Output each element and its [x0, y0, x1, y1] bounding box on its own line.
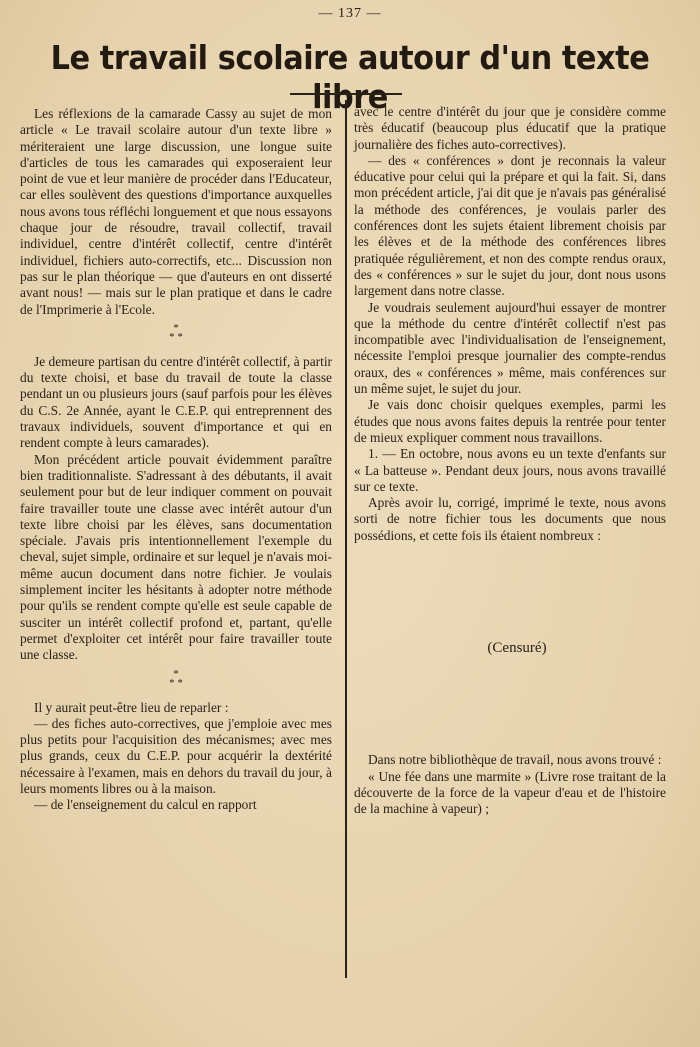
paragraph: Dans notre bibliothèque de travail, nous avons trouvé : [368, 752, 662, 768]
paragraph: — des « conférences » dont je reconnais la valeur éducative pour celui qui la prépare et qui la fait. Si, dans mon précédent article, j'ai dit que je n'avais pas généralisé la méthode des conférences, je voulais parler des conférences dont les sujets étaient librement choisis par les élèves et de la méthode des conférences libres pratiquée régulièrement, et non des compte rendus oraux, des « conférences » sur le sujet du jour, dont nous usons largement dans notre classe. [354, 152, 666, 299]
page-number: — 137 — [318, 6, 382, 21]
paragraph: 1. — En octobre, nous avons eu un texte d'enfants sur « La batteuse ». Pendant deux jours, nous avons travaillé sur ce texte. [354, 446, 666, 494]
paragraph: Je vais donc choisir quelques exemples, parmi les études que nous avons faites depuis la rentrée pour tenter de mieux expliquer comment nous travaillons. [354, 397, 666, 445]
paragraph: Mon précédent article pouvait évidemment paraître bien traditionnaliste. S'adressant à des débutants, il avait seulement pour but de leur indiquer comment on pouvait faire travailler toute une classe avec intérêt autour d'un texte libre choisi par les élèves, sans documentation spéciale. J'avais pris intentionnellement l'exemple du cheval, sujet simple, ordinaire et sur lequel je n'avais moi-même aucun document dans notre fichier. Je voulais simplement inciter les hésitants à adopter notre méthode pour qu'ils se rendent compte qu'elle est seule capable de susciter un intérêt collectif profond et, partant, qu'elle permet d'exploiter cet intérêt pour faire travailler toute une classe. [20, 451, 332, 663]
paragraph: Après avoir lu, corrigé, imprimé le texte, nous avons sorti de notre fichier tous les documents que nous possédions, et cette fois ils étaient nombreux : [354, 495, 666, 543]
section-separator-asterisks: * * * [169, 667, 183, 689]
paragraph: — des fiches auto-correctives, que j'emploie avec mes plus petits pour l'acquisition des mécanismes; avec mes plus grands, ceux du C.E.P. pour acquérir la dextérité nécessaire à l'examen, mais en dehors du travail du jour, à leurs moments libres ou à la maison. [20, 715, 332, 796]
censored-gap-bottom [354, 656, 666, 752]
censored-gap-top [354, 544, 666, 640]
paragraph: « Une fée dans une marmite » (Livre rose traitant de la découverte de la force de la vapeur d'eau et de l'histoire de la machine à vapeur) ; [354, 768, 666, 817]
censored-notice: (Censuré) [487, 640, 547, 657]
section-separator-asterisks: * * * [169, 321, 183, 343]
left-column [20, 106, 332, 814]
column-divider [345, 100, 347, 978]
right-column [354, 104, 666, 818]
paragraph: — de l'enseignement du calcul en rapport [34, 797, 257, 813]
paragraph: Je voudrais seulement aujourd'hui essayer de montrer que la méthode du centre d'intérêt collectif n'est pas incompatible avec l'individualisation de l'enseignement, nécessite l'emploi presque journalier des compte-rendus oraux, des « conférences » même, mais conférences sur un même sujet, le sujet du jour. [354, 299, 666, 397]
article-title: Le travail scolaire autour d'un texte libre [50, 38, 650, 116]
paragraph: avec le centre d'intérêt du jour que je considère comme très éducatif (beaucoup plus éducatif que la pratique journalière des fiches auto-correctives). [354, 104, 666, 152]
title-underline-rule [290, 93, 402, 95]
paragraph: Je demeure partisan du centre d'intérêt collectif, à partir du texte choisi, et base du travail de toute la classe pendant un ou plusieurs jours (sauf parfois pour les élèves du C.S. 2e Année, ayant le C.E.P. qui entreprennent des travaux individuels, souvent d'importance et qui en rendent compte à leurs camarades). [20, 353, 332, 451]
paragraph: Il y aurait peut-être lieu de reparler : [34, 699, 229, 715]
paragraph: Les réflexions de la camarade Cassy au sujet de mon article « Le travail scolaire autour d'un texte libre » mériteraient une large discussion, une longue suite d'articles de tous les camarades qui exposeraient leur point de vue et leur manière de procéder dans l'Educateur, car elles soulèvent des questions d'importance auxquelles nous avons tous réfléchi longuement et que nous essayons chaque jour de résoudre, travail collectif, travail individuel, centre d'intérêt collectif, centre d'intérêt individuel, fichiers auto-correctifs, etc... Discussion non pas sur le plan théorique — que d'auteurs en ont disserté avant nous! — mais sur le plan pratique et dans le cadre de l'Imprimerie à l'Ecole. [20, 106, 332, 317]
